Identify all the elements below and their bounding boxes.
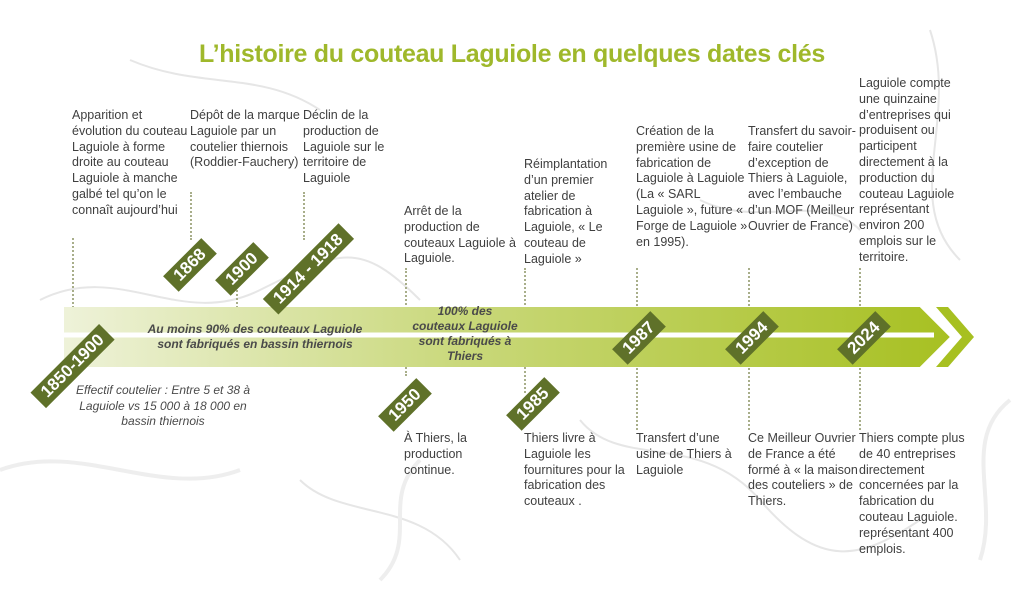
date-badge-1985: 1985 (506, 377, 560, 431)
date-badge-2024: 2024 (837, 311, 891, 365)
event-note-1987-above: Création de la première usine de fabrication de Laguiole à Laguiole (La « SARL Laguiole », future « Forge de Laguiole » en 1995). (636, 124, 748, 249)
date-badge-1950: 1950 (378, 378, 432, 432)
event-note-2024-above: Laguiole compte une quinzaine d’entreprises qui produisent ou participent directement à la production du couteau Laguiole représentant environ 200 emplois sur le territoire. (859, 76, 955, 264)
date-badge-1914-1918: 1914 - 1918 (263, 223, 354, 314)
event-note-1994-above: Transfert du savoir-faire coutelier d’exception de Thiers à Laguiole, avec l’embauche d’un MOF (Meilleur Ouvrier de France) (748, 124, 856, 233)
date-badge-1900: 1900 (215, 242, 269, 296)
date-badge-1994: 1994 (725, 311, 779, 365)
band-text-period-2: 100% des couteaux Laguiole sont fabriqués à Thiers (412, 304, 518, 363)
event-note-1950-below: À Thiers, la production continue. (404, 431, 467, 477)
event-note-1868: Dépôt de la marque Laguiole par un coutelier thiernois (Roddier-Fauchery) (190, 108, 300, 170)
band-text-period-1: Au moins 90% des couteaux Laguiole sont fabriqués en bassin thiernois (147, 322, 363, 351)
date-badge-1987: 1987 (612, 311, 666, 365)
connector-line-1868 (190, 192, 192, 240)
event-note-1950-above: Arrêt de la production de couteaux Laguiole à Laguiole. (404, 204, 516, 266)
event-note-1994-below: Ce Meilleur Ouvrier de France a été formé à « la maison des couteliers » de Thiers. (748, 431, 858, 509)
connector-line-1914 (303, 192, 305, 240)
event-note-1985-below: Thiers livre à Laguiole les fournitures pour la fabrication des couteaux . (524, 431, 625, 509)
date-badge-1868: 1868 (163, 238, 217, 292)
date-badge-1850-1900: 1850-1900 (30, 324, 114, 408)
page-title: L’histoire du couteau Laguiole en quelques dates clés (199, 40, 825, 68)
event-note-1985-above: Réimplantation d’un premier atelier de fabrication à Laguiole, « Le couteau de Laguiole » (524, 157, 608, 266)
event-note-1914: Déclin de la production de Laguiole sur le territoire de Laguiole (303, 108, 385, 186)
event-note-1987-below: Transfert d’une usine de Thiers à Laguiole (636, 431, 732, 477)
effectif-note: Effectif coutelier : Entre 5 et 38 à Laguiole vs 15 000 à 18 000 en bassin thiernois (75, 383, 251, 428)
event-note-1850: Apparition et évolution du couteau Laguiole à forme droite au couteau Laguiole à manche galbé tel qu’on le connaît aujourd’hui (72, 108, 188, 217)
event-note-2024-below: Thiers compte plus de 40 entreprises directement concernées par la fabrication du couteau Laguiole. représentant 400 emplois. (859, 431, 965, 556)
